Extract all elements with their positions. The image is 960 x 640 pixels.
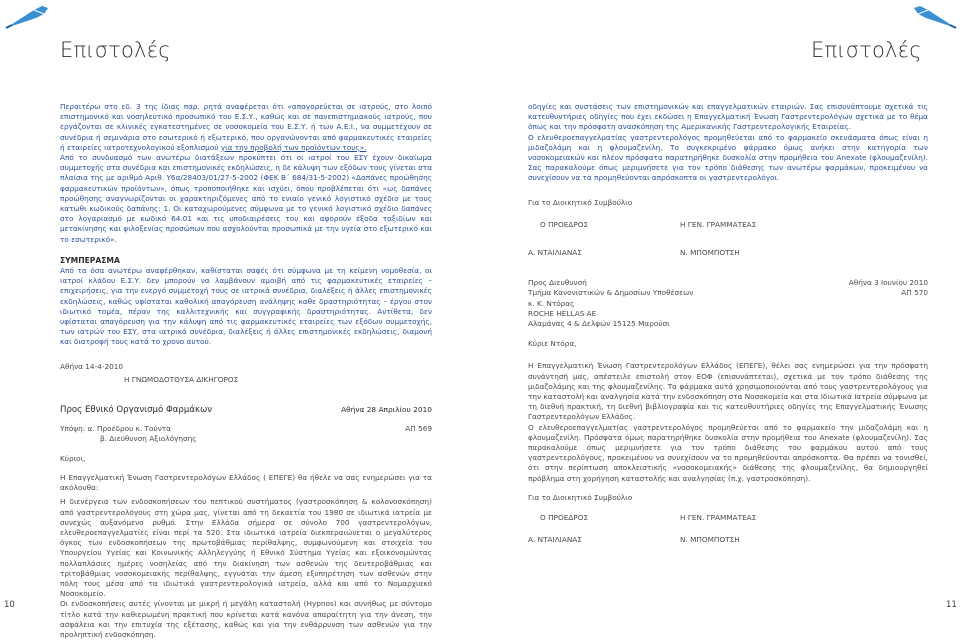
letter3-person: κ. Κ. Ντόρας [528,298,575,308]
letter2-attention-2: β. Διεύθυνση Αξιολόγησης [100,434,197,444]
paragraph-2: Ο ελευθεροεπαγγελματίας γαστρεντερολόγος προμηθεύεται από το φαρμακείο σκευάσματα όπως είναι η μιδαζολάμη και η φλουμαζενίλη. Το συγκεκριμένο φάρμακο όμως ανήκει στην κατηγορία των νοσοκομειακών και πλέον πρόσφατα παρατηρήθηκε δυσκολία στην προμήθεια του Anexate (φλουμαζενίλη). Σας παρακαλούμε όπως μεριμνήσετε για τον τρόπο διάθεσης των ανωτέρω φαρμάκων, προκειμένου να συνεχίσουν να τα προμηθεύονται απρόσκοπτα οι γαστρεντερολόγοι. [528,132,928,183]
page-number: 11 [946,600,957,610]
conclusion-text: Από τα όσα ανωτέρω αναφέρθηκαν, καθίσταται σαφές ότι σύμφωνα με τη κείμενη νομοθεσία, οι ιατροί κλάδου Ε.Σ.Υ. δεν μπορούν να λαμβάνουν αμοιβή από τις φαρμακευτικές εταιρείες – επιχειρήσεις, για την ενεργό συμμετοχή τους σε ιατρικά συνέδρια, διαλέξεις ή άλλες επιστημονικές εκδηλώσεις, καθώς υφίσταται καθολική απαγόρευση ανάληψης καθε δραστηριότητας – έργου στον ιδιωτικό τομέα, πέραν της καλλιτεχνικής και συγγραφικής δραστηριότητας. Αντίθετα, δεν υφίσταται απαγόρευση για την κάλυψη από τις φαρμακευτικές εταιρείες των εξόδων συμμετοχής, των ιατρών του ΕΣΥ, στα ιατρικά συνέδρια, διαλέξεις ή άλλες επιστημονικές εκδηλώσεις, διαμονή και διατροφή τους κατά το χρονο αυτού. [60,266,432,347]
letter2-recipient: Προς Εθνικό Οργανισμό Φαρμάκων [60,405,213,416]
signature-names [528,248,928,258]
letter3-header [528,278,928,288]
letter3-dept-row [528,288,928,298]
place-date: Αθήνα 14-4-2010 [60,361,124,371]
president-name: Α. ΝΤΑΙΛΙΑΝΑΣ [528,248,582,258]
secretary-name: Ν. ΜΠΟΜΠΟΤΣΗ [680,248,740,258]
paragraph-1: Περαιτέρω στο εδ. 3 της ίδιας παρ. ρητά αναφέρεται ότι «απαγορεύεται σε ιατρούς, στο λοιπό επιστημονικό και νοσηλευτικό προσωπικό του Ε.Σ.Υ., καθώς και σε πανεπιστημιακούς ιατρούς, που εργάζονται σε κλινικές εγκατεστημένες σε νοσοκομεία του Ε.Σ.Υ. ή των Α.Ε.Ι., να συμμετέχουν σε συνέδρια ή σεμινάρια στο εσωτερικό ή εξωτερικό, που οργανώνονται από φαρμακευτικές εταιρείες ή εταιρείες ιατροτεχνολογικού εξοπλισμού για την προβολή των προϊόντων τους». [60,102,432,152]
letter3-body-2: Ο ελευθεροεπαγγελματίας γαστρεντερολόγος προμηθεύεται από το φαρμακείο την μιδαζολάμη και η φλουμαζενίλη. Πρόσφατα όμως παρατηρήθηκε δυσκολία στην προμήθεια του Anexate (φλουμαζενίλη). Σας παρακαλούμε όπως μεριμνήσετε για τον τρόπο διάθεσης του φαρμάκου αυτού από τους γαστρεντερολόγους, προκειμένου να συνεχίσουν να το προμηθεύονται απρόσκοπτα. Θα πρέπει να τονισθεί, ότι στην περίπτωση αποκλειστικής «νοσοκομειακής» διάθεσης της φλουμαζενίλης, θα δημιουργηθεί πρόβλημα στη χορήγηση καταστολής και αναλγησίας (π.χ. γαστροσκόπηση). [528,422,928,483]
letter2-body-2: Η διενέργεια των ενδοσκοπήσεων του πεπτικού συστήματος (γαστροσκόπηση & κολονοσκόπηση) από γαστρεντερολόγους στη χώρα μας, γίνεται από τη δεκαετία του 1980 σε ιδιωτικά ιατρεία με συνεχώς αυξανόμενο ρυθμό. Στην Ελλάδα σήμερα σε σύνολο 700 γαστρεντερολόγων, ελευθεροεπαγγελματίες είναι περί τα 520. Στα ιδιωτικά ιατρεία διεκπεραιώνεται ο μεγαλύτερος όγκος των ενδοσκοπήσεων της πρωτοβάθμιας περίθαλψης, συμφωνούμενη και στοιχεία του Υπουργείου Υγείας και Κοινωνικής Αλληλεγγύης ή Εθνικό Σύστημα Υγείας και εξοικονομώντας πολλαπλάσιες ημέρες νοσηλείας από την διακίνηση των ασθενών της δευτεροβάθμιας και τριτοβάθμιας νοσοκομειακής περίθαλψης, εγγυάται την άμεση εξυπηρέτηση των ασθενών στην πόλη τους μέσα από τα ιδιωτικά γαστρεντερολογικά ιατρεία, αλλά και από το Νομαρχιακό Νοσοκομείο. [60,497,432,599]
letter2-attention: Υπόψη: α. Προέδρου κ. Τούντα [60,424,171,434]
fountain-pen-icon [906,2,958,32]
signature-names-2 [528,535,928,545]
for-board: Για το Διοικητικό Συμβούλιο [528,197,633,207]
president-title: Ο ΠΡΟΕΔΡΟΣ [540,219,589,229]
letter3-reference: ΑΠ 570 [901,288,928,298]
signature-titles-2 [528,513,928,523]
president-title-2: Ο ΠΡΟΕΔΡΟΣ [540,513,589,523]
paragraph-1: οδηγίες και συστάσεις των επιστημονικών και επαγγελματικών εταιριών. Σας επισυνάπτουμε σχετικά τις κατευθυντήριες οδηγίες που έχει εκδώσει η Επαγγελματική Ένωση Γαστρεντερολόγων σχετικά με το θέμα όπως και την πρόσφατη ανασκόπηση της Αμερικανικής Γαστρεντερολογικής Εταιρείας. [528,102,928,132]
paragraph-2: Από το συνδυασμό των ανωτέρω διατάξεων προκύπτει ότι οι ιατροί του ΕΣΥ έχουν δικαίωμα συμμετοχής στα συνέδρια και επιστημονικές εκδηλώσεις, η δε κάλυψη των εξόδων τους γίνεται στα πλαίσια της με αριθμό Αριθ. Υ6α/28403/01/27-5-2002 (ΦΕΚ Β΄ 684/31-5-2002) «Δαπάνες προώθησης φαρμακευτικών προϊόντων», όπως τροποποιήθηκε και ισχύει, όπου προβλέπεται ότι «ως δαπάνες προώθησης αναγνωρίζονται οι χαρακτηριζόμενες από το ενιαίο γενικό λογιστικό σχέδιο με τους κατωθι κωδικούς δαπάνης: 1. Οι καταχωρούμενες σύμφωνα με το γενικό λογιστικό σχέδιο δαπάνες στο λογαριασμό με κωδικό 64.01 και τις υποδιαιρέσεις του και αφορούν έξοδα ταξιδίων και μετακίνησης και φιλοξενίας προσώπων που ασχολούνται προσωπικά με την υγεία στο εξωτερικό και το εσωτερικό». [60,153,432,244]
letter2-reference: ΑΠ 569 [405,424,432,434]
letter3-department: Τμήμα Κανονιστικών & Δημοσίων Υποθέσεων [528,288,694,298]
secretary-title: Η ΓΕΝ. ΓΡΑΜΜΑΤΕΑΣ [680,219,757,229]
letter3-address: Αλαμάνας 4 & Δελφών 15125 Μαρούσι [528,319,670,329]
letter3-date: Αθήνα 3 Ιουνίου 2010 [848,278,928,288]
for-board-2: Για το Διοικητικό Συμβούλιο [528,492,633,502]
page-title: Επιστολές [60,38,171,62]
page-title: Επιστολές [811,38,922,62]
signature-titles [528,220,928,230]
letter2-body-3: Οι ενδοσκοπήσεις αυτές γίνονται με μικρή ή μεγάλη καταστολή (Ηypnos) και συνήθως με σύντομο τίτλο κατά την καθιερωμένη πρακτική που κρίνεται κατά κανόνα απαραίτητη για την άνεση, την ασφάλεια και την επιτυχία της εξέτασης, καθώς και για την ενθάρρυνση των ασθενών για την προληπτική ενδοσκόπηση. [60,599,432,639]
right-column [528,102,928,546]
president-name-2: Α. ΝΤΑΙΛΙΑΝΑΣ [528,535,582,545]
secretary-name-2: Ν. ΜΠΟΜΠΟΤΣΗ [680,535,740,545]
letter2-body-1: Η Επαγγελματική Ένωση Γαστρεντερολόγων Ελλάδος ( ΕΠΕΓΕ) θα ήθελε να σας ενημερώσει για τα ακόλουθα: [60,472,432,493]
letter3-body-1: Η Επαγγελματική Ένωση Γαστρεντερολόγων Ελλάδος (ΕΠΕΓΕ), θέλει σας ενημερώσει για την πρόσφατη συνάντησή μας, απέστειλε επιστολή στον ΕΟΦ (επισυνάπτεται), σχετικά με τον τρόπο διάθεσης της μιδαζολάμης και της φλουμαζενίλης. Τα φάρμακα αυτά χρησιμοποιούνται από τους γαστρεντερολόγους για την καταστολή και αναλγησία κατά την ενδοσκόπηση στα Νοσοκομεία και στα Ιδιωτικά Ιατρεία σύμφωνα με τη διεθνή πρακτική, τη διεθνή βιβλιογραφία και τις κατευθυντήριες οδηγίες της Επαγγελματικής Ένωσης Γαστρεντερολόγων Ελλάδος. [528,361,928,422]
conclusion-heading: ΣΥΜΠΕΡΑΣΜΑ [60,255,120,265]
letter2-salutation: Κύριοι, [60,453,86,463]
letter3-salutation: Κύριε Ντόρα, [528,339,577,349]
letter3-company: ROCHE HELLAS AE [528,308,597,318]
secretary-title-2: Η ΓΕΝ. ΓΡΑΜΜΑΤΕΑΣ [680,513,757,523]
letter2-date: Αθήνα 28 Απριλίου 2010 [341,405,432,415]
page-number: 10 [4,600,15,610]
signatory: Η ΓΝΩΜΟΔΟΤΟΥΣΑ ΔΙΚΗΓΟΡΟΣ [124,374,239,384]
letter3-recipient: Προς Διευθυνσή [528,278,587,288]
